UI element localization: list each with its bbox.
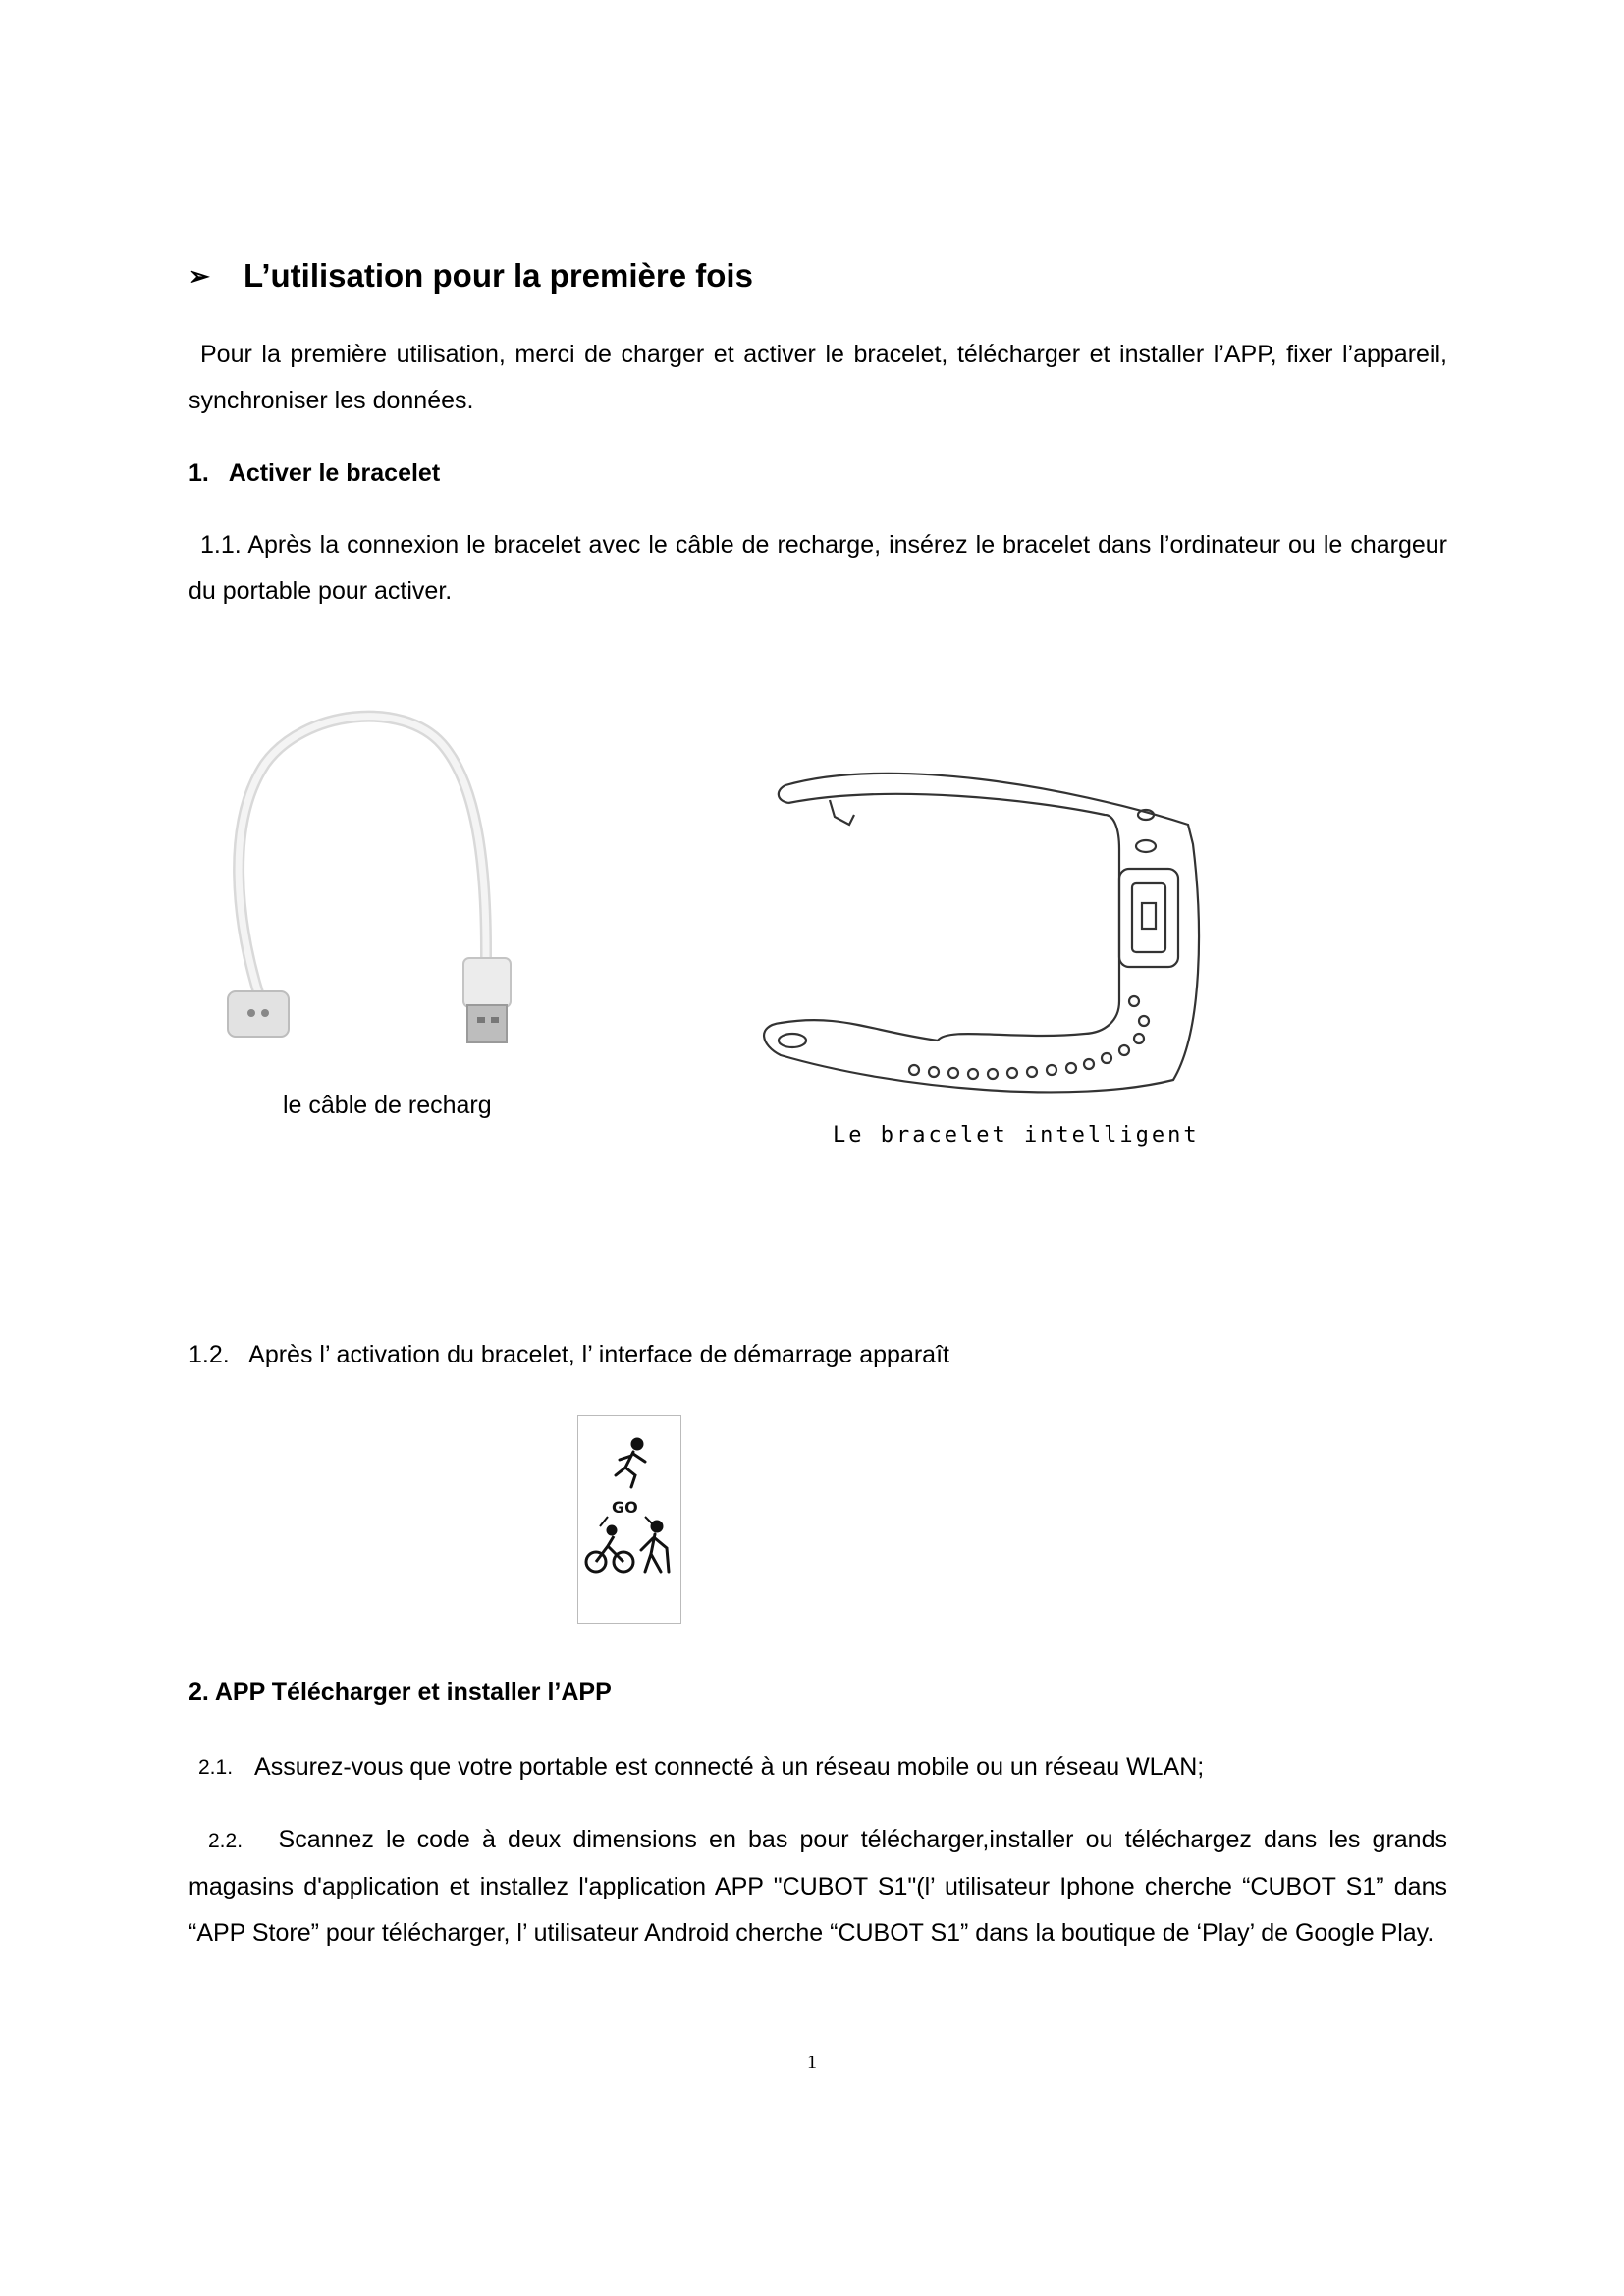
section-1-title: 1. Activer le bracelet bbox=[189, 459, 441, 487]
intro-paragraph: Pour la première utilisation, merci de charger et activer le bracelet, télécharger et installer l’APP, fixer l’appareil, synchroniser les données. bbox=[189, 341, 1447, 414]
step-1-2-paragraph: 1.2. Après l’ activation du bracelet, l’ interface de démarrage apparaît bbox=[189, 1341, 949, 1368]
step-2-2-number: 2.2. bbox=[208, 1830, 244, 1852]
go-label: GO bbox=[612, 1498, 638, 1517]
startup-screen-image bbox=[577, 1415, 681, 1624]
step-1-1-paragraph: 1.1. Après la connexion le bracelet avec le câble de recharge, insérez le bracelet dans l’ordinateur ou le chargeur du portable pour activer. bbox=[189, 531, 1447, 605]
step-2-1-paragraph bbox=[198, 1753, 1204, 1782]
section-2-title: 2. APP Télécharger et installer l’APP bbox=[189, 1679, 612, 1706]
step-2-1-text: Assurez-vous que votre portable est connecté à un réseau mobile ou un réseau WLAN; bbox=[254, 1753, 1205, 1781]
arrow-bullet-icon: ➢ bbox=[189, 260, 210, 291]
step-2-2-text: Scannez le code à deux dimensions en bas pour télécharger,installer ou téléchargez dans les grands magasins d'application et installez l'application APP "CUBOT S1"(l’ utilisateur Iphone cherche “CUBOT S1” dans “APP Store” pour télécharger, l’ utilisateur Android cherche “CUBOT S1” dans la boutique de ‘Play’ de Google Play. bbox=[189, 1826, 1447, 1947]
heading-text: L’utilisation pour la première fois bbox=[244, 257, 753, 294]
section-heading bbox=[189, 257, 753, 294]
step-2-2-paragraph bbox=[189, 1817, 1447, 1956]
smart-bracelet-image bbox=[741, 756, 1203, 1109]
hiker-icon bbox=[641, 1522, 669, 1572]
charging-cable-image bbox=[206, 705, 540, 1058]
page-number: 1 bbox=[807, 2052, 817, 2073]
bracelet-caption: Le bracelet intelligent bbox=[833, 1123, 1200, 1148]
cable-caption: le câble de recharg bbox=[283, 1092, 492, 1119]
runner-icon bbox=[616, 1439, 645, 1487]
cyclist-icon bbox=[586, 1526, 633, 1572]
step-2-1-number: 2.1. bbox=[198, 1756, 234, 1779]
